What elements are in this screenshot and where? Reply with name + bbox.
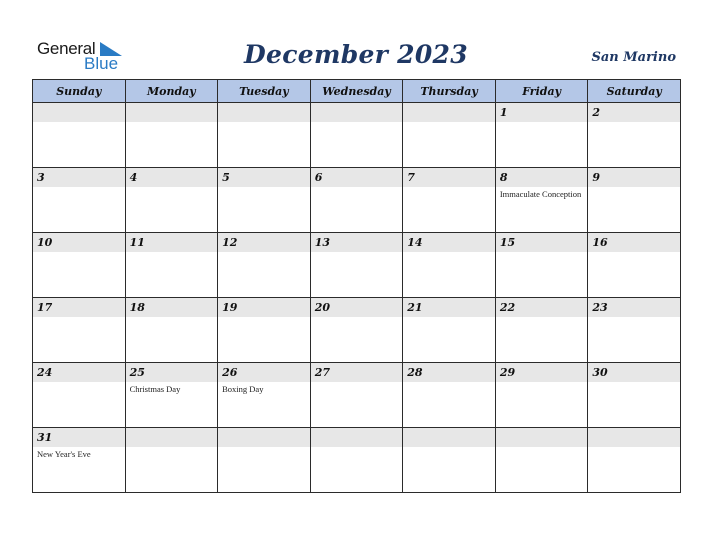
day-cell bbox=[403, 233, 496, 298]
day-cell bbox=[310, 428, 403, 493]
day-number: 1 bbox=[499, 106, 508, 119]
day-number-bar bbox=[126, 298, 218, 317]
day-cell bbox=[495, 233, 588, 298]
holiday-label bbox=[218, 122, 310, 124]
day-number: 14 bbox=[407, 236, 423, 249]
day-number: 21 bbox=[407, 301, 423, 314]
holiday-label: New Year's Eve bbox=[37, 449, 91, 459]
day-number: 8 bbox=[499, 171, 508, 184]
day-number: 27 bbox=[314, 366, 330, 379]
day-number-bar bbox=[126, 233, 218, 252]
calendar-title: December 2023 bbox=[244, 40, 468, 69]
weekday-header: Sunday bbox=[33, 80, 126, 103]
day-number: 5 bbox=[222, 171, 230, 184]
day-cell bbox=[310, 298, 403, 363]
day-number-bar bbox=[496, 103, 588, 122]
day-cell bbox=[588, 103, 681, 168]
day-number-bar bbox=[33, 428, 125, 447]
day-cell bbox=[218, 428, 311, 493]
holiday-label bbox=[496, 317, 588, 319]
day-number-bar bbox=[33, 363, 125, 382]
holiday-label bbox=[218, 252, 310, 254]
logo-text-general: General bbox=[37, 39, 96, 58]
day-number-bar bbox=[33, 298, 125, 317]
holiday-label bbox=[588, 252, 680, 254]
day-number: 13 bbox=[314, 236, 330, 249]
day-number: 12 bbox=[222, 236, 238, 249]
day-cell bbox=[125, 233, 218, 298]
holiday-label bbox=[311, 447, 403, 449]
day-cell bbox=[310, 233, 403, 298]
day-cell bbox=[33, 298, 126, 363]
day-number: 4 bbox=[129, 171, 138, 184]
day-cell bbox=[588, 168, 681, 233]
day-cell bbox=[125, 168, 218, 233]
day-cell bbox=[33, 103, 126, 168]
day-cell bbox=[218, 298, 311, 363]
holiday-label: Christmas Day bbox=[129, 384, 181, 394]
day-number-bar bbox=[311, 233, 403, 252]
holiday-label bbox=[496, 447, 588, 449]
holiday-label bbox=[218, 447, 310, 449]
day-cell bbox=[310, 363, 403, 428]
holiday-label: Immaculate Conception bbox=[499, 189, 582, 199]
weekday-header: Saturday bbox=[588, 80, 681, 103]
day-number: 2 bbox=[592, 106, 601, 119]
day-number-bar bbox=[496, 428, 588, 447]
day-number-bar bbox=[33, 233, 125, 252]
day-cell bbox=[125, 298, 218, 363]
day-number-bar bbox=[403, 298, 495, 317]
day-number: 23 bbox=[592, 301, 608, 314]
day-number-bar bbox=[403, 428, 495, 447]
country-name: San Marino bbox=[591, 50, 676, 65]
day-cell bbox=[495, 428, 588, 493]
day-number-bar bbox=[33, 168, 125, 187]
day-number: 9 bbox=[592, 171, 601, 184]
day-cell bbox=[495, 103, 588, 168]
day-cell bbox=[218, 233, 311, 298]
holiday-label bbox=[311, 252, 403, 254]
day-cell bbox=[588, 428, 681, 493]
day-cell bbox=[588, 363, 681, 428]
day-cell bbox=[310, 168, 403, 233]
day-cell bbox=[125, 428, 218, 493]
holiday-label bbox=[33, 252, 125, 254]
day-number-bar bbox=[311, 103, 403, 122]
day-number-bar bbox=[218, 233, 310, 252]
week-row bbox=[33, 363, 681, 428]
day-cell bbox=[588, 233, 681, 298]
weekday-header: Monday bbox=[125, 80, 218, 103]
holiday-label bbox=[403, 122, 495, 124]
week-row bbox=[33, 233, 681, 298]
day-number: 26 bbox=[222, 366, 238, 379]
day-cell bbox=[403, 428, 496, 493]
holiday-label bbox=[403, 317, 495, 319]
day-cell bbox=[495, 298, 588, 363]
holiday-label bbox=[588, 317, 680, 319]
day-number-bar bbox=[403, 363, 495, 382]
day-number: 16 bbox=[592, 236, 608, 249]
holiday-label bbox=[33, 317, 125, 319]
holiday-label bbox=[126, 317, 218, 319]
day-number-bar bbox=[588, 428, 680, 447]
holiday-label bbox=[126, 252, 218, 254]
day-cell bbox=[33, 428, 126, 493]
holiday-label bbox=[403, 447, 495, 449]
day-number-bar bbox=[588, 103, 680, 122]
holiday-label bbox=[311, 122, 403, 124]
day-cell bbox=[403, 103, 496, 168]
day-cell bbox=[403, 298, 496, 363]
day-number: 29 bbox=[499, 366, 516, 379]
day-number-bar bbox=[311, 428, 403, 447]
logo-text-blue: Blue bbox=[84, 54, 119, 73]
day-number: 19 bbox=[222, 301, 238, 314]
holiday-label bbox=[403, 187, 495, 189]
day-number-bar bbox=[496, 168, 588, 187]
day-number-bar bbox=[496, 298, 588, 317]
day-cell bbox=[33, 233, 126, 298]
day-number: 10 bbox=[37, 236, 53, 249]
day-number-bar bbox=[218, 168, 310, 187]
calendar-grid bbox=[32, 79, 681, 493]
day-number-bar bbox=[496, 363, 588, 382]
day-number-bar bbox=[218, 428, 310, 447]
day-number-bar bbox=[33, 103, 125, 122]
day-number-bar bbox=[403, 168, 495, 187]
holiday-label: Boxing Day bbox=[222, 384, 264, 394]
day-number-bar bbox=[311, 363, 403, 382]
day-number: 3 bbox=[37, 171, 45, 184]
holiday-label bbox=[33, 187, 125, 189]
weekday-header: Thursday bbox=[403, 80, 496, 103]
day-number-bar bbox=[218, 363, 310, 382]
weekday-header: Tuesday bbox=[218, 80, 311, 103]
holiday-label bbox=[126, 447, 218, 449]
day-cell bbox=[495, 168, 588, 233]
day-number: 11 bbox=[129, 236, 145, 249]
day-number: 31 bbox=[37, 431, 53, 444]
day-cell bbox=[403, 168, 496, 233]
day-number-bar bbox=[588, 168, 680, 187]
week-row bbox=[33, 168, 681, 233]
holiday-label bbox=[311, 187, 403, 189]
day-cell bbox=[495, 363, 588, 428]
day-number-bar bbox=[126, 428, 218, 447]
day-cell bbox=[310, 103, 403, 168]
day-number-bar bbox=[218, 298, 310, 317]
day-number-bar bbox=[588, 363, 680, 382]
day-cell bbox=[33, 363, 126, 428]
day-cell bbox=[218, 168, 311, 233]
holiday-label bbox=[588, 447, 680, 449]
holiday-label bbox=[403, 252, 495, 254]
day-number-bar bbox=[218, 103, 310, 122]
day-number-bar bbox=[403, 233, 495, 252]
holiday-label bbox=[496, 252, 588, 254]
day-number: 28 bbox=[407, 366, 423, 379]
day-cell bbox=[218, 363, 311, 428]
weekday-header: Wednesday bbox=[310, 80, 403, 103]
holiday-label bbox=[126, 187, 218, 189]
holiday-label bbox=[126, 122, 218, 124]
day-number-bar bbox=[588, 298, 680, 317]
holiday-label bbox=[33, 122, 125, 124]
holiday-label bbox=[403, 382, 495, 384]
day-number-bar bbox=[403, 103, 495, 122]
day-number: 25 bbox=[129, 366, 145, 379]
day-number-bar bbox=[588, 233, 680, 252]
week-row bbox=[33, 103, 681, 168]
weekday-header: Friday bbox=[495, 80, 588, 103]
day-number: 7 bbox=[407, 171, 415, 184]
day-number: 22 bbox=[499, 301, 516, 314]
day-cell bbox=[218, 103, 311, 168]
day-number-bar bbox=[126, 168, 218, 187]
weekday-header-row bbox=[33, 80, 681, 103]
day-number: 24 bbox=[37, 366, 53, 379]
week-row bbox=[33, 428, 681, 493]
holiday-label bbox=[311, 317, 403, 319]
holiday-label bbox=[496, 382, 588, 384]
day-cell bbox=[588, 298, 681, 363]
day-cell bbox=[125, 363, 218, 428]
holiday-label bbox=[218, 187, 310, 189]
holiday-label bbox=[218, 317, 310, 319]
day-number-bar bbox=[496, 233, 588, 252]
week-row bbox=[33, 298, 681, 363]
holiday-label bbox=[588, 382, 680, 384]
day-cell bbox=[33, 168, 126, 233]
day-number: 6 bbox=[314, 171, 323, 184]
day-cell bbox=[403, 363, 496, 428]
holiday-label bbox=[588, 122, 680, 124]
holiday-label bbox=[33, 382, 125, 384]
holiday-label bbox=[496, 122, 588, 124]
day-cell bbox=[125, 103, 218, 168]
day-number: 18 bbox=[129, 301, 145, 314]
day-number-bar bbox=[126, 363, 218, 382]
day-number-bar bbox=[311, 298, 403, 317]
day-number: 30 bbox=[592, 366, 608, 379]
holiday-label bbox=[588, 187, 680, 189]
day-number: 15 bbox=[499, 236, 516, 249]
day-number-bar bbox=[311, 168, 403, 187]
holiday-label bbox=[311, 382, 403, 384]
day-number: 20 bbox=[314, 301, 330, 314]
day-number-bar bbox=[126, 103, 218, 122]
day-number: 17 bbox=[37, 301, 53, 314]
